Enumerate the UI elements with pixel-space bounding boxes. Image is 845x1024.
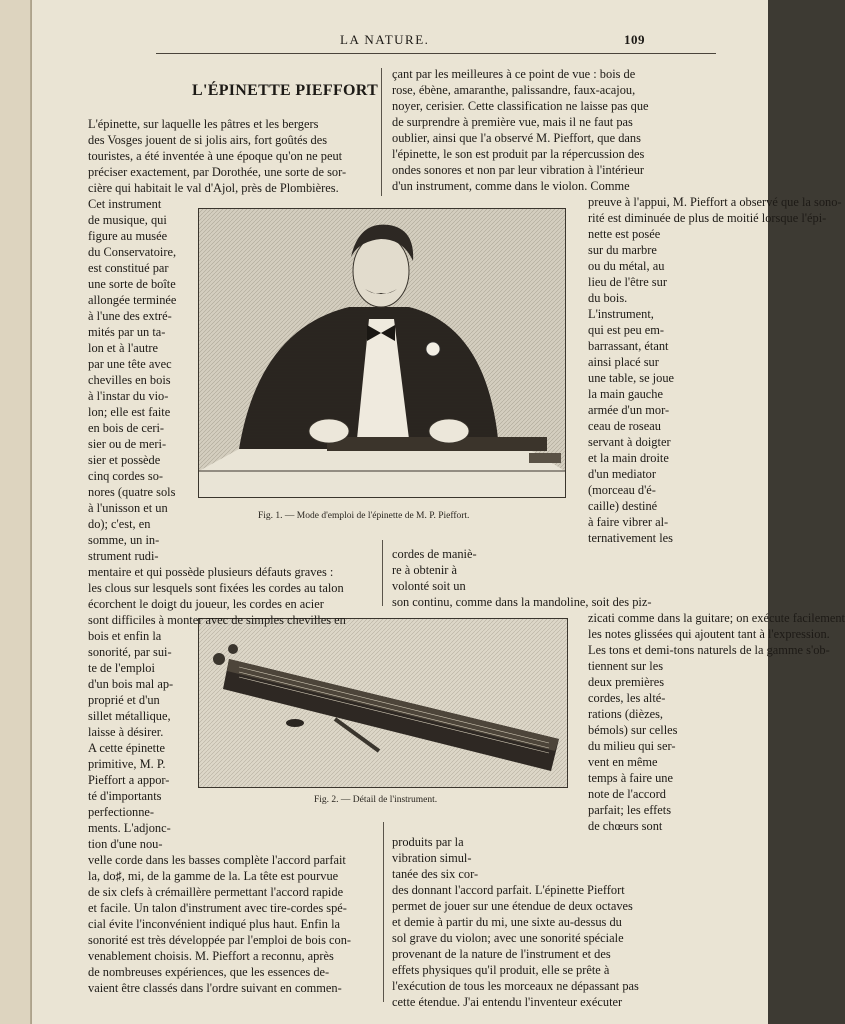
- figure-2-caption: Fig. 2. — Détail de l'instrument.: [314, 795, 438, 805]
- text-line: la main gauche: [588, 387, 663, 401]
- text-line: vent en même: [588, 755, 658, 769]
- text-line: Les tons et demi-tons naturels de la gamme s'ob-: [588, 643, 830, 657]
- text-line: vibration simul-: [392, 851, 472, 865]
- text-line: bémols) sur celles: [588, 723, 678, 737]
- text-line: de chœurs sont: [588, 819, 663, 833]
- text-line: ainsi placé sur: [588, 355, 659, 369]
- text-line: la, do♯, mi, de la gamme de la. La tête est pourvue: [88, 869, 339, 883]
- text-line: du Conservatoire,: [88, 245, 177, 259]
- text-line: do); c'est, en: [88, 517, 151, 531]
- text-line: oublier, ainsi que l'a observé M. Pieffort, que dans: [392, 131, 641, 145]
- text-line: laisse à désirer.: [88, 725, 164, 739]
- text-line: barrassant, étant: [588, 339, 669, 353]
- text-line: lon et à l'autre: [88, 341, 159, 355]
- text-line: lon; elle est faite: [88, 405, 171, 419]
- text-line: (morceau d'é-: [588, 483, 656, 497]
- text-line: çant par les meilleures à ce point de vue : bois de: [392, 67, 636, 81]
- text-line: rations (dièzes,: [588, 707, 664, 721]
- text-line: de surprendre à première vue, mais il ne faut pas: [392, 115, 633, 129]
- text-line: produits par la: [392, 835, 464, 849]
- text-line: cette étendue. J'ai entendu l'inventeur exécuter: [392, 995, 623, 1009]
- text-line: en bois de ceri-: [88, 421, 165, 435]
- text-line: des donnant l'accord parfait. L'épinette Pieffort: [392, 883, 625, 897]
- text-line: une table, se joue: [588, 371, 675, 385]
- text-line: vaient être classés dans l'ordre suivant en commen-: [88, 981, 342, 995]
- text-line: Pieffort a appor-: [88, 773, 170, 787]
- text-line: Cet instrument: [88, 197, 162, 211]
- text-line: de musique, qui: [88, 213, 167, 227]
- text-line: volonté soit un: [392, 579, 466, 593]
- text-line: strument rudi-: [88, 549, 159, 563]
- text-line: ments. L'adjonc-: [88, 821, 171, 835]
- header-rule: [156, 53, 716, 54]
- text-line: à l'instar du vio-: [88, 389, 169, 403]
- text-line: par une tête avec: [88, 357, 172, 371]
- text-line: noyer, cerisier. Cette classification ne laisse pas que: [392, 99, 649, 113]
- text-line: tion d'une nou-: [88, 837, 163, 851]
- text-line: qui est peu em-: [588, 323, 665, 337]
- text-line: tiennent sur les: [588, 659, 664, 673]
- text-line: preuve à l'appui, M. Pieffort a observé que la sono-: [588, 195, 842, 209]
- text-line: et demie à partir du mi, une sixte au-dessus du: [392, 915, 622, 929]
- text-line: rité est diminuée de plus de moitié lorsque l'épi-: [588, 211, 827, 225]
- figure-2-engraving: [198, 618, 568, 788]
- text-line: cordes de maniè-: [392, 547, 477, 561]
- text-line: chevilles en bois: [88, 373, 171, 387]
- text-line: ou du métal, au: [588, 259, 665, 273]
- page-number: 109: [624, 32, 645, 47]
- text-line: provenant de la nature de l'instrument et des: [392, 947, 611, 961]
- text-line: mités par un ta-: [88, 325, 166, 339]
- text-line: bois et enfin la: [88, 629, 162, 643]
- text-line: sillet métallique,: [88, 709, 171, 723]
- text-line: temps à faire une: [588, 771, 673, 785]
- text-line: caille) destiné: [588, 499, 658, 513]
- text-line: proprié et d'un: [88, 693, 160, 707]
- text-line: ceau de roseau: [588, 419, 661, 433]
- article-title: L'ÉPINETTE PIEFFORT: [192, 82, 379, 99]
- text-line: de nombreuses expériences, que les essences de-: [88, 965, 330, 979]
- text-line: note de l'accord: [588, 787, 666, 801]
- text-line: sont difficiles à monter avec de simples chevilles en: [88, 613, 346, 627]
- text-line: figure au musée: [88, 229, 168, 243]
- column-divider-top: [381, 68, 382, 196]
- text-line: à l'une des extré-: [88, 309, 172, 323]
- text-line: est constitué par: [88, 261, 169, 275]
- text-line: de six clefs à crémaillère permettant l'accord rapide: [88, 885, 344, 899]
- column-divider-bottom: [383, 822, 384, 1002]
- text-line: des Vosges jouent de si jolis airs, fort goûtés des: [88, 133, 328, 147]
- text-line: sonorité est très développée par l'emploi de bois con-: [88, 933, 352, 947]
- text-line: et la main droite: [588, 451, 669, 465]
- text-line: parfait; les effets: [588, 803, 672, 817]
- text-line: rose, ébène, amaranthe, palissandre, faux-acajou,: [392, 83, 636, 97]
- text-line: à faire vibrer al-: [588, 515, 669, 529]
- text-line: cordes, les alté-: [588, 691, 666, 705]
- text-line: nette est posée: [588, 227, 661, 241]
- text-line: les notes glissées qui ajoutent tant à l'expression.: [588, 627, 830, 641]
- text-line: les clous sur lesquels sont fixées les cordes au talon: [88, 581, 344, 595]
- text-line: cière qui habitait le val d'Ajol, près de Plombières.: [88, 181, 339, 195]
- text-line: armée d'un mor-: [588, 403, 670, 417]
- text-line: té d'importants: [88, 789, 162, 803]
- text-line: sier ou de meri-: [88, 437, 167, 451]
- text-line: L'instrument,: [588, 307, 654, 321]
- text-line: du milieu qui ser-: [588, 739, 676, 753]
- text-line: allongée terminée: [88, 293, 177, 307]
- running-header: LA NATURE.: [340, 32, 430, 47]
- text-line: cinq cordes so-: [88, 469, 164, 483]
- text-line: sonorité, par sui-: [88, 645, 172, 659]
- text-line: son continu, comme dans la mandoline, soit des piz-: [392, 595, 652, 609]
- text-line: deux premières: [588, 675, 665, 689]
- text-line: à l'unisson et un: [88, 501, 168, 515]
- text-line: A cette épinette: [88, 741, 166, 755]
- text-line: te de l'emploi: [88, 661, 155, 675]
- text-line: venablement choisis. M. Pieffort a reconnu, après: [88, 949, 334, 963]
- text-line: d'un instrument, comme dans le violon. Comme: [392, 179, 630, 193]
- text-line: cial évite l'inconvénient indiqué plus haut. Enfin la: [88, 917, 341, 931]
- text-line: écorchent le doigt du joueur, les cordes en acier: [88, 597, 324, 611]
- text-line: l'exécution de tous les morceaux ne dépassant pas: [392, 979, 639, 993]
- text-line: ternativement les: [588, 531, 673, 545]
- text-line: re à obtenir à: [392, 563, 458, 577]
- text-line: touristes, a été inventée à une époque qu'on ne peut: [88, 149, 343, 163]
- text-line: permet de jouer sur une étendue de deux octaves: [392, 899, 633, 913]
- text-line: préciser exactement, par Dorothée, une sorte de sor-: [88, 165, 347, 179]
- adjacent-page-edge: [0, 0, 36, 1024]
- text-line: zicati comme dans la guitare; on exécute facilement: [588, 611, 845, 625]
- text-line: une sorte de boîte: [88, 277, 176, 291]
- figure-1-caption: Fig. 1. — Mode d'emploi de l'épinette de M. P. Pieffort.: [258, 511, 470, 521]
- text-line: du bois.: [588, 291, 628, 305]
- text-line: servant à doigter: [588, 435, 671, 449]
- text-line: mentaire et qui possède plusieurs défauts graves :: [88, 565, 334, 579]
- text-line: sol grave du violon; avec une sonorité spéciale: [392, 931, 624, 945]
- text-line: perfectionne-: [88, 805, 155, 819]
- text-line: sier et possède: [88, 453, 161, 467]
- text-line: sur du marbre: [588, 243, 657, 257]
- text-line: d'un bois mal ap-: [88, 677, 174, 691]
- man-playing-epinette-illustration: [199, 209, 565, 497]
- journal-page: [32, 0, 845, 1024]
- text-line: primitive, M. P.: [88, 757, 166, 771]
- text-line: ondes sonores et non par leur vibration à l'intérieur: [392, 163, 645, 177]
- text-line: effets physiques qu'il produit, elle se prête à: [392, 963, 610, 977]
- column-divider-mid: [382, 540, 383, 606]
- text-line: L'épinette, sur laquelle les pâtres et les bergers: [88, 117, 319, 131]
- text-line: velle corde dans les basses complète l'accord parfait: [88, 853, 346, 867]
- instrument-detail-illustration: [199, 619, 567, 787]
- text-line: l'épinette, le son est produit par la répercussion des: [392, 147, 645, 161]
- text-line: lieu de l'être sur: [588, 275, 667, 289]
- figure-1-engraving: [198, 208, 566, 498]
- text-line: d'un mediator: [588, 467, 656, 481]
- text-line: somme, un in-: [88, 533, 160, 547]
- text-line: et facile. Un talon d'instrument avec tire-cordes spé-: [88, 901, 347, 915]
- text-line: nores (quatre sols: [88, 485, 176, 499]
- text-line: tanée des six cor-: [392, 867, 479, 881]
